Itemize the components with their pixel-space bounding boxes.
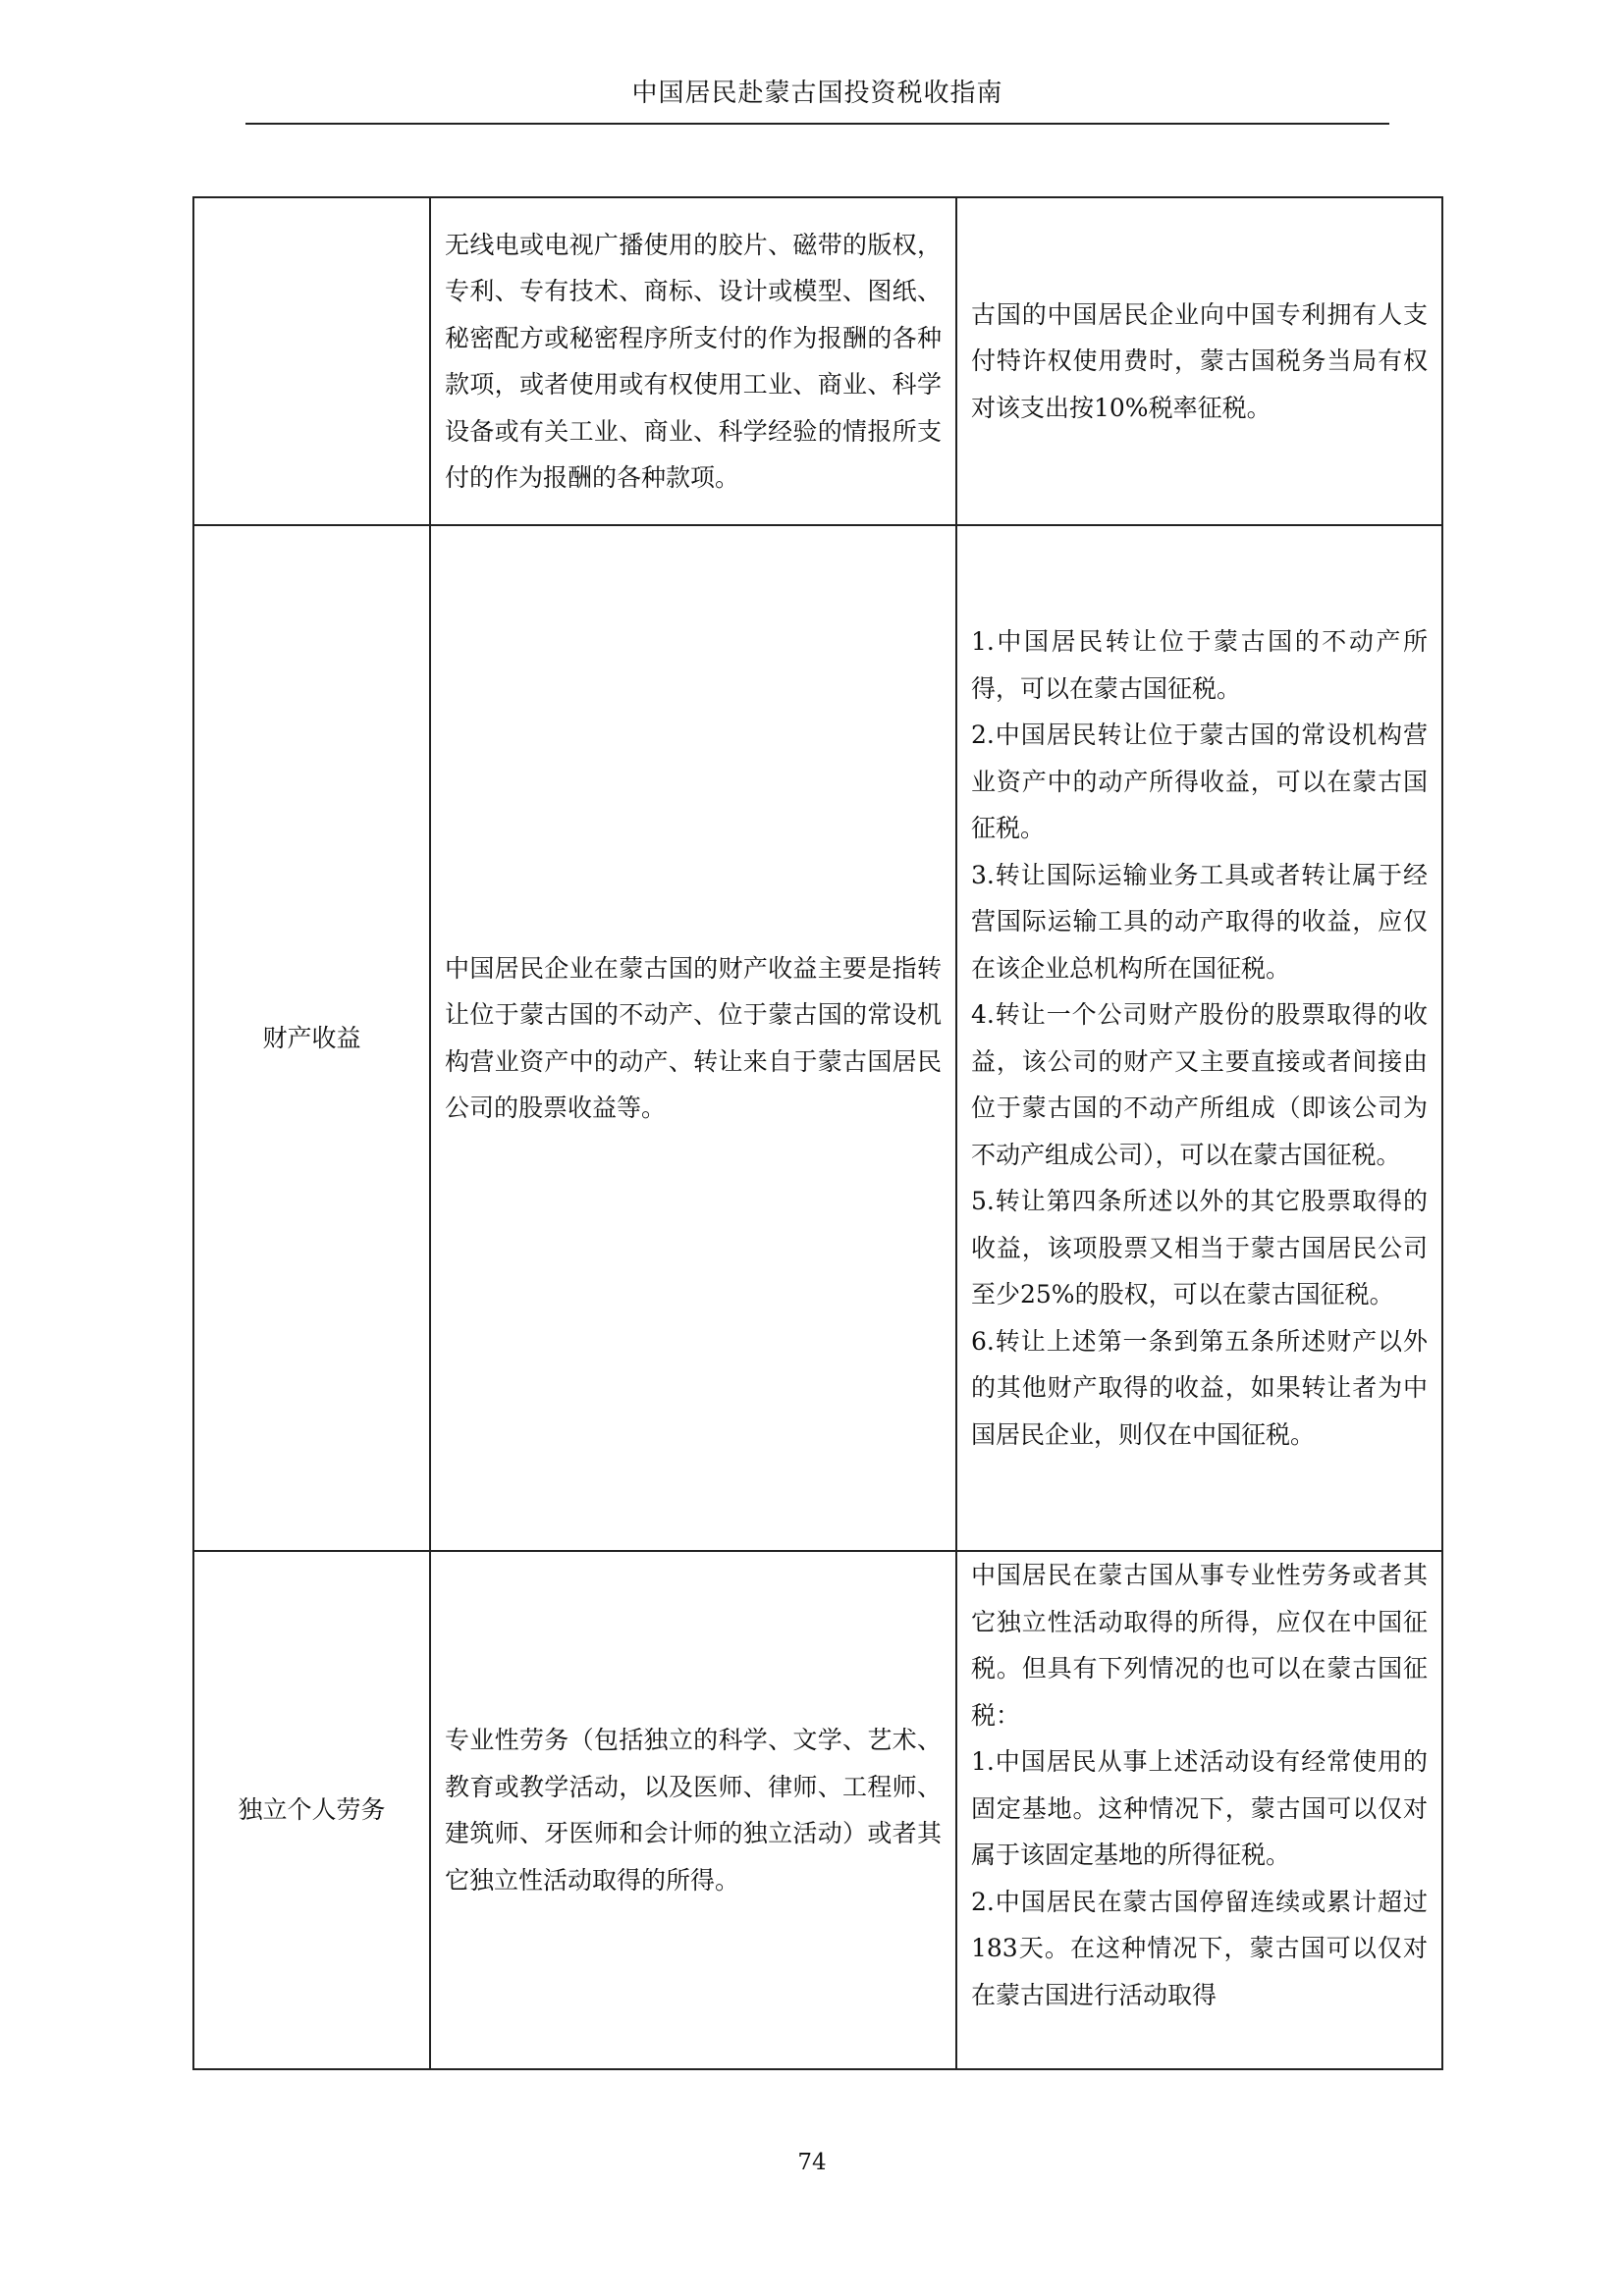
item-cell: 独立个人劳务 (193, 1551, 430, 2069)
rule-paragraph: 中国居民在蒙古国从事专业性劳务或者其它独立性活动取得的所得，应仅在中国征税。但具有下列情况的也可以在蒙古国征税： (971, 1561, 1428, 1730)
page-number: 74 (797, 2150, 827, 2175)
table-row (193, 197, 1442, 525)
rule-paragraph: 6.转让上述第一条到第五条所述财产以外的其他财产取得的收益，如果转让者为中国居民企业，则仅在中国征税。 (971, 1326, 1428, 1449)
rule-paragraph: 古国的中国居民企业向中国专利拥有人支付特许权使用费时，蒙古国税务当局有权对该支出按10%税率征税。 (971, 299, 1428, 422)
rule-paragraph: 2.中国居民转让位于蒙古国的常设机构营业资产中的动产所得收益，可以在蒙古国征税。 (971, 721, 1428, 842)
running-header: 中国居民赴蒙古国投资税收指南 (631, 79, 1003, 108)
description-text: 无线电或电视广播使用的胶片、磁带的版权，专利、专有技术、商标、设计或模型、图纸、秘密配方或秘密程序所支付的作为报酬的各种款项，或者使用或有权使用工业、商业、科学设备或有关工业、商业、科学经验的情报所支付的作为报酬的各种款项。 (445, 230, 942, 492)
item-cell (193, 197, 430, 525)
description-cell (430, 197, 956, 525)
rule-paragraph: 2.中国居民在蒙古国停留连续或累计超过183天。在这种情况下，蒙古国可以仅对在蒙古国进行活动取得 (971, 1887, 1428, 2009)
rule-paragraph: 3.转让国际运输业务工具或者转让属于经营国际运输工具的动产取得的收益，应仅在该企业总机构所在国征税。 (971, 860, 1428, 983)
description-cell (430, 1551, 956, 2069)
description-cell (430, 525, 956, 1551)
rule-cell (956, 197, 1442, 525)
rule-paragraph: 4.转让一个公司财产股份的股票取得的收益，该公司的财产又主要直接或者间接由位于蒙古国的不动产所组成（即该公司为不动产组成公司），可以在蒙古国征税。 (971, 1000, 1428, 1169)
table-row (193, 525, 1442, 1551)
description-text: 中国居民企业在蒙古国的财产收益主要是指转让位于蒙古国的不动产、位于蒙古国的常设机构营业资产中的动产、转让来自于蒙古国居民公司的股票收益等。 (445, 953, 942, 1122)
rule-paragraph: 1.中国居民转让位于蒙古国的不动产所得，可以在蒙古国征税。 (971, 627, 1428, 703)
item-cell: 财产收益 (193, 525, 430, 1551)
rule-cell (956, 525, 1442, 1551)
rule-paragraph: 5.转让第四条所述以外的其它股票取得的收益，该项股票又相当于蒙古国居民公司至少25%的股权，可以在蒙古国征税。 (971, 1187, 1428, 1308)
header-divider (245, 123, 1389, 125)
rule-cell (956, 1551, 1442, 2069)
tax-treaty-table (192, 196, 1443, 2070)
description-text: 专业性劳务（包括独立的科学、文学、艺术、教育或教学活动，以及医师、律师、工程师、建筑师、牙医师和会计师的独立活动）或者其它独立性活动取得的所得。 (445, 1726, 942, 1895)
rule-paragraph: 1.中国居民从事上述活动设有经常使用的固定基地。这种情况下，蒙古国可以仅对属于该固定基地的所得征税。 (971, 1747, 1428, 1869)
table-row (193, 1551, 1442, 2069)
